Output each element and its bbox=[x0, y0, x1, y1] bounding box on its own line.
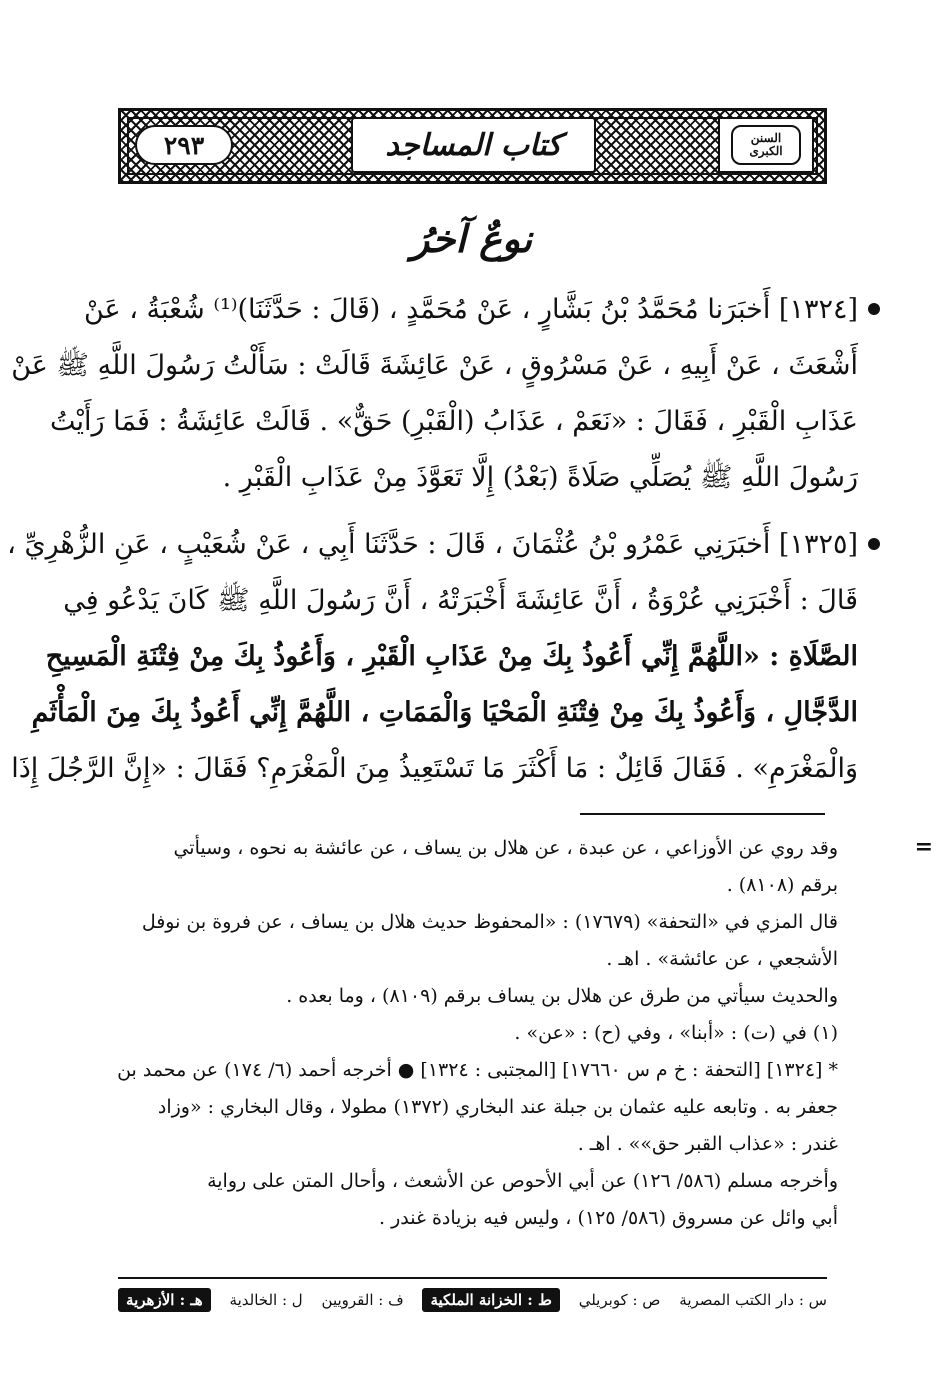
hadith-line: الصَّلَاةِ : «اللَّهُمَّ إِنِّي أَعُوذُ بِكَ مِنْ عَذَابِ الْقَبْرِ ، وَأَعُوذُ بِكَ مِنْ فِتْنَةِ الْمَسِيحِ bbox=[45, 641, 858, 672]
takhrij-line: جعفر به . وتابعه عليه عثمان بن جبلة عند البخاري (١٣٧٢) مطولا ، وقال البخاري : «وزاد bbox=[157, 1096, 838, 1118]
footnote-line: قال المزي في «التحفة» (١٧٦٧٩) : «المحفوظ حديث هلال بن يساف ، عن فروة بن نوفل bbox=[141, 911, 838, 933]
takhrij-notes bbox=[118, 1052, 838, 1237]
page-number: ٢٩٣ bbox=[135, 125, 233, 165]
siglum-f: ف : القرويين bbox=[321, 1291, 404, 1309]
footnote-line: برقم (٨١٠٨) . bbox=[726, 874, 838, 896]
section-title: نوعٌ آخرُ bbox=[410, 216, 533, 261]
siglum-t: ط : الخزانة الملكية bbox=[422, 1288, 559, 1312]
takhrij-line: وأخرجه مسلم (٥٨٦/ ١٢٦) عن أبي الأحوص عن الأشعث ، وأحال المتن على رواية bbox=[207, 1170, 838, 1192]
header-banner bbox=[118, 108, 827, 184]
bottom-rule bbox=[118, 1277, 827, 1279]
hadith-1324 bbox=[11, 282, 858, 506]
siglum-h: هـ : الأزهرية bbox=[118, 1288, 211, 1312]
hadith-line: رَسُولَ اللَّهِ ﷺ يُصَلِّي صَلَاةً (بَعْدُ) إِلَّا تَعَوَّذَ مِنْ عَذَابِ الْقَبْرِ . bbox=[222, 462, 858, 493]
bullet-icon bbox=[868, 538, 880, 550]
book-logo bbox=[718, 117, 814, 173]
continuation-mark: = bbox=[914, 834, 933, 860]
takhrij-line: * [١٣٢٤] [التحفة : خ م س ١٧٦٦٠] [المجتبى : ١٣٢٤] ● أخرجه أحمد (٦/ ١٧٤) عن محمد بن bbox=[117, 1059, 838, 1081]
hadith-line: وَالْمَغْرَمِ» . فَقَالَ قَائِلٌ : مَا أَكْثَرَ مَا تَسْتَعِيذُ مِنَ الْمَغْرَمِ؟ فَقَالَ : «إِنَّ الرَّجُلَ إِذَا bbox=[11, 753, 858, 784]
hadith-line: [١٣٢٥] أَخبَرَنِي عَمْرُو بْنُ عُثْمَانَ ، قَالَ : حَدَّثَنَا أَبِي ، عَنْ شُعَيْبٍ ، عَنِ الزُّهْرِيِّ ، bbox=[7, 529, 858, 560]
footnote-line: (١) في (ت) : «أبنا» ، وفي (ح) : «عن» . bbox=[514, 1022, 838, 1044]
footnote-line: الأشجعي ، عن عائشة» . اهـ . bbox=[606, 948, 838, 970]
hadith-line: عَذَابِ الْقَبْرِ ، فَقَالَ : «نَعَمْ ، عَذَابُ (الْقَبْرِ) حَقٌّ» . قَالَتْ عَائِشَةُ : فَمَا رَأَيْتُ bbox=[49, 406, 858, 437]
hadith-line: [١٣٢٤] أَخبَرَنا مُحَمَّدُ بْنُ بَشَّارٍ ، عَنْ مُحَمَّدٍ ، (قَالَ : حَدَّثَنَا)⁽¹⁾ شُعْبَةُ ، عَنْ bbox=[83, 294, 858, 325]
hadith-line: الدَّجَّالِ ، وَأَعُوذُ بِكَ مِنْ فِتْنَةِ الْمَحْيَا وَالْمَمَاتِ ، اللَّهُمَّ إِنِّي أَعُوذُ بِكَ مِنَ الْمَأْثَمِ bbox=[31, 697, 858, 728]
manuscript-sigla bbox=[118, 1283, 827, 1317]
bullet-icon bbox=[868, 303, 880, 315]
book-logo-seal: السنن الكبرى bbox=[731, 125, 801, 165]
footnotes bbox=[118, 830, 838, 1052]
takhrij-line: أبي وائل عن مسروق (٥٨٦/ ١٢٥) ، وليس فيه بزيادة غندر . bbox=[379, 1207, 838, 1229]
footnote-separator bbox=[580, 813, 825, 815]
hadith-line: أَشْعَثَ ، عَنْ أَبِيهِ ، عَنْ مَسْرُوقٍ ، عَنْ عَائِشَةَ قَالَتْ : سَأَلْتُ رَسُولَ اللَّهِ ﷺ عَنْ bbox=[11, 350, 858, 381]
footnote-line: وقد روي عن الأوزاعي ، عن عبدة ، عن هلال بن يساف ، عن عائشة به نحوه ، وسيأتي bbox=[173, 837, 838, 859]
siglum-s: س : دار الكتب المصرية bbox=[679, 1291, 827, 1309]
siglum-l: ل : الخالدية bbox=[229, 1291, 303, 1309]
siglum-s2: ص : كوبريلي bbox=[578, 1291, 661, 1309]
hadith-line: قَالَ : أَخْبَرَنِي عُرْوَةُ ، أَنَّ عَائِشَةَ أَخْبَرَتْهُ ، أَنَّ رَسُولَ اللَّهِ ﷺ كَانَ يَدْعُو فِي bbox=[63, 585, 858, 616]
hadith-1325 bbox=[7, 517, 858, 797]
footnote-line: والحديث سيأتي من طرق عن هلال بن يساف برقم (٨١٠٩) ، وما بعده . bbox=[286, 985, 838, 1007]
chapter-title: كتاب المساجد bbox=[351, 117, 596, 173]
takhrij-line: غندر : «عذاب القبر حق»» . اهـ . bbox=[577, 1133, 838, 1155]
